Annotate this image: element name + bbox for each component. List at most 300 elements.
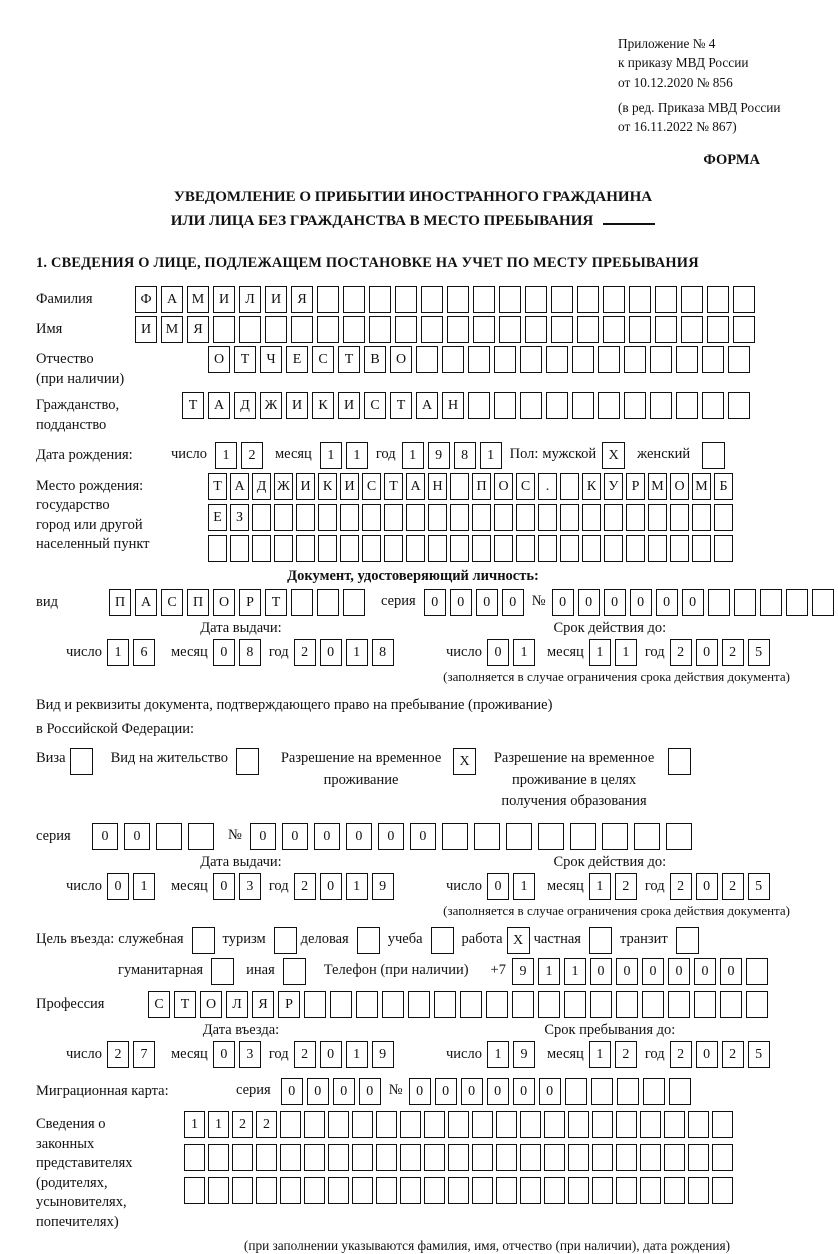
char-cell[interactable]	[274, 504, 293, 531]
char-cell[interactable]: 9	[428, 442, 450, 469]
char-cell[interactable]: 0	[424, 589, 446, 616]
char-cell[interactable]	[239, 316, 261, 343]
char-cell[interactable]	[474, 823, 500, 850]
char-cell[interactable]: 9	[372, 873, 394, 900]
char-cell[interactable]	[688, 1111, 709, 1138]
char-cell[interactable]: 0	[630, 589, 652, 616]
char-cell[interactable]: 2	[670, 639, 692, 666]
char-cell[interactable]	[213, 316, 235, 343]
purpose-humanitarian-checkbox[interactable]	[211, 958, 234, 985]
char-cell[interactable]	[448, 1111, 469, 1138]
char-cell[interactable]	[664, 1177, 685, 1204]
char-cell[interactable]: О	[213, 589, 235, 616]
purpose-study-checkbox[interactable]	[431, 927, 454, 954]
char-cell[interactable]	[369, 316, 391, 343]
char-cell[interactable]	[734, 589, 756, 616]
char-cell[interactable]: М	[161, 316, 183, 343]
char-cell[interactable]	[230, 535, 249, 562]
char-cell[interactable]	[712, 1111, 733, 1138]
char-cell[interactable]: 2	[670, 873, 692, 900]
char-cell[interactable]	[472, 535, 491, 562]
char-cell[interactable]	[450, 535, 469, 562]
char-cell[interactable]: 0	[604, 589, 626, 616]
char-cell[interactable]	[643, 1078, 665, 1105]
char-cell[interactable]: 0	[359, 1078, 381, 1105]
char-cell[interactable]: 0	[590, 958, 612, 985]
char-cell[interactable]	[568, 1111, 589, 1138]
char-cell[interactable]: 0	[435, 1078, 457, 1105]
char-cell[interactable]	[291, 589, 313, 616]
char-cell[interactable]	[714, 504, 733, 531]
char-cell[interactable]	[447, 286, 469, 313]
char-cell[interactable]	[184, 1177, 205, 1204]
char-cell[interactable]: 1	[487, 1041, 509, 1068]
char-cell[interactable]	[296, 535, 315, 562]
char-cell[interactable]	[568, 1144, 589, 1171]
char-cell[interactable]	[472, 504, 491, 531]
char-cell[interactable]	[184, 1144, 205, 1171]
char-cell[interactable]: 0	[552, 589, 574, 616]
char-cell[interactable]: К	[312, 392, 334, 419]
char-cell[interactable]	[343, 316, 365, 343]
char-cell[interactable]: 0	[409, 1078, 431, 1105]
char-cell[interactable]	[546, 392, 568, 419]
char-cell[interactable]: А	[135, 589, 157, 616]
char-cell[interactable]: 1	[589, 873, 611, 900]
char-cell[interactable]	[676, 346, 698, 373]
char-cell[interactable]: 0	[314, 823, 340, 850]
purpose-tourism-checkbox[interactable]	[274, 927, 297, 954]
char-cell[interactable]: 0	[513, 1078, 535, 1105]
char-cell[interactable]	[356, 991, 378, 1018]
char-cell[interactable]	[604, 535, 623, 562]
char-cell[interactable]: С	[516, 473, 535, 500]
char-cell[interactable]	[520, 1111, 541, 1138]
char-cell[interactable]: Н	[442, 392, 464, 419]
char-cell[interactable]: И	[338, 392, 360, 419]
char-cell[interactable]	[512, 991, 534, 1018]
char-cell[interactable]: 0	[668, 958, 690, 985]
char-cell[interactable]	[551, 286, 573, 313]
char-cell[interactable]: 0	[656, 589, 678, 616]
char-cell[interactable]: М	[692, 473, 711, 500]
char-cell[interactable]: 9	[512, 958, 534, 985]
char-cell[interactable]	[472, 1111, 493, 1138]
char-cell[interactable]	[384, 535, 403, 562]
char-cell[interactable]	[688, 1144, 709, 1171]
char-cell[interactable]	[572, 392, 594, 419]
char-cell[interactable]	[447, 316, 469, 343]
char-cell[interactable]: 5	[748, 873, 770, 900]
char-cell[interactable]: Б	[714, 473, 733, 500]
char-cell[interactable]: П	[187, 589, 209, 616]
char-cell[interactable]	[376, 1177, 397, 1204]
char-cell[interactable]: 2	[241, 442, 263, 469]
char-cell[interactable]: Т	[390, 392, 412, 419]
char-cell[interactable]	[468, 346, 490, 373]
char-cell[interactable]	[598, 392, 620, 419]
char-cell[interactable]	[384, 504, 403, 531]
char-cell[interactable]	[472, 1177, 493, 1204]
char-cell[interactable]	[560, 504, 579, 531]
char-cell[interactable]	[648, 535, 667, 562]
char-cell[interactable]	[812, 589, 834, 616]
char-cell[interactable]: 0	[346, 823, 372, 850]
char-cell[interactable]	[382, 991, 404, 1018]
char-cell[interactable]	[460, 991, 482, 1018]
char-cell[interactable]: 8	[454, 442, 476, 469]
char-cell[interactable]	[520, 1144, 541, 1171]
char-cell[interactable]: 0	[696, 1041, 718, 1068]
char-cell[interactable]: 0	[320, 1041, 342, 1068]
char-cell[interactable]	[598, 346, 620, 373]
char-cell[interactable]: 1	[402, 442, 424, 469]
char-cell[interactable]	[400, 1144, 421, 1171]
char-cell[interactable]	[395, 316, 417, 343]
char-cell[interactable]	[232, 1144, 253, 1171]
char-cell[interactable]	[572, 346, 594, 373]
char-cell[interactable]: Д	[234, 392, 256, 419]
char-cell[interactable]: 0	[720, 958, 742, 985]
char-cell[interactable]	[546, 346, 568, 373]
char-cell[interactable]: 0	[213, 639, 235, 666]
char-cell[interactable]	[304, 991, 326, 1018]
char-cell[interactable]	[494, 392, 516, 419]
char-cell[interactable]	[681, 316, 703, 343]
char-cell[interactable]	[421, 316, 443, 343]
char-cell[interactable]: 0	[502, 589, 524, 616]
char-cell[interactable]	[664, 1111, 685, 1138]
char-cell[interactable]	[400, 1177, 421, 1204]
char-cell[interactable]: Т	[174, 991, 196, 1018]
char-cell[interactable]	[617, 1078, 639, 1105]
char-cell[interactable]	[516, 504, 535, 531]
char-cell[interactable]: И	[265, 286, 287, 313]
char-cell[interactable]	[369, 286, 391, 313]
char-cell[interactable]	[560, 473, 579, 500]
char-cell[interactable]: 0	[487, 873, 509, 900]
char-cell[interactable]: 1	[513, 873, 535, 900]
char-cell[interactable]	[702, 346, 724, 373]
char-cell[interactable]: Ж	[274, 473, 293, 500]
char-cell[interactable]	[421, 286, 443, 313]
char-cell[interactable]	[592, 1144, 613, 1171]
char-cell[interactable]: В	[364, 346, 386, 373]
char-cell[interactable]: 9	[513, 1041, 535, 1068]
char-cell[interactable]	[473, 286, 495, 313]
char-cell[interactable]: 2	[294, 873, 316, 900]
char-cell[interactable]	[428, 504, 447, 531]
char-cell[interactable]: 0	[642, 958, 664, 985]
char-cell[interactable]	[304, 1144, 325, 1171]
char-cell[interactable]: Л	[239, 286, 261, 313]
char-cell[interactable]	[650, 392, 672, 419]
char-cell[interactable]	[442, 823, 468, 850]
char-cell[interactable]	[256, 1144, 277, 1171]
char-cell[interactable]	[448, 1144, 469, 1171]
purpose-private-checkbox[interactable]	[589, 927, 612, 954]
char-cell[interactable]	[676, 392, 698, 419]
char-cell[interactable]: Т	[384, 473, 403, 500]
char-cell[interactable]	[728, 392, 750, 419]
char-cell[interactable]: Т	[338, 346, 360, 373]
char-cell[interactable]	[616, 1144, 637, 1171]
char-cell[interactable]: 0	[410, 823, 436, 850]
char-cell[interactable]: Е	[286, 346, 308, 373]
char-cell[interactable]	[499, 316, 521, 343]
char-cell[interactable]	[603, 316, 625, 343]
char-cell[interactable]: 0	[124, 823, 150, 850]
char-cell[interactable]: 0	[307, 1078, 329, 1105]
char-cell[interactable]: 0	[320, 873, 342, 900]
char-cell[interactable]: П	[109, 589, 131, 616]
char-cell[interactable]	[424, 1177, 445, 1204]
char-cell[interactable]: О	[200, 991, 222, 1018]
char-cell[interactable]	[714, 535, 733, 562]
char-cell[interactable]	[352, 1144, 373, 1171]
char-cell[interactable]	[746, 991, 768, 1018]
char-cell[interactable]: 1	[346, 873, 368, 900]
char-cell[interactable]: П	[472, 473, 491, 500]
char-cell[interactable]: 5	[748, 1041, 770, 1068]
char-cell[interactable]	[666, 823, 692, 850]
char-cell[interactable]: У	[604, 473, 623, 500]
char-cell[interactable]	[624, 346, 646, 373]
char-cell[interactable]	[408, 991, 430, 1018]
char-cell[interactable]	[655, 316, 677, 343]
char-cell[interactable]	[362, 535, 381, 562]
char-cell[interactable]	[538, 504, 557, 531]
char-cell[interactable]	[538, 535, 557, 562]
char-cell[interactable]: 1	[538, 958, 560, 985]
char-cell[interactable]: А	[406, 473, 425, 500]
char-cell[interactable]	[582, 535, 601, 562]
char-cell[interactable]	[274, 535, 293, 562]
char-cell[interactable]	[670, 535, 689, 562]
char-cell[interactable]: Р	[239, 589, 261, 616]
char-cell[interactable]	[395, 286, 417, 313]
char-cell[interactable]	[650, 346, 672, 373]
char-cell[interactable]: С	[148, 991, 170, 1018]
char-cell[interactable]: 1	[107, 639, 129, 666]
char-cell[interactable]	[568, 1177, 589, 1204]
char-cell[interactable]: 0	[461, 1078, 483, 1105]
char-cell[interactable]: 0	[476, 589, 498, 616]
char-cell[interactable]	[626, 535, 645, 562]
purpose-other-checkbox[interactable]	[283, 958, 306, 985]
char-cell[interactable]	[592, 1177, 613, 1204]
char-cell[interactable]: К	[582, 473, 601, 500]
char-cell[interactable]: 1	[480, 442, 502, 469]
char-cell[interactable]	[496, 1144, 517, 1171]
char-cell[interactable]: Я	[291, 286, 313, 313]
char-cell[interactable]	[577, 286, 599, 313]
char-cell[interactable]	[590, 991, 612, 1018]
char-cell[interactable]: А	[416, 392, 438, 419]
option-temp-residence-education-checkbox[interactable]	[668, 748, 691, 775]
sex-female-checkbox[interactable]	[702, 442, 725, 469]
char-cell[interactable]	[712, 1177, 733, 1204]
char-cell[interactable]: И	[286, 392, 308, 419]
char-cell[interactable]	[707, 316, 729, 343]
char-cell[interactable]	[669, 1078, 691, 1105]
char-cell[interactable]	[318, 504, 337, 531]
char-cell[interactable]	[343, 589, 365, 616]
char-cell[interactable]: О	[390, 346, 412, 373]
char-cell[interactable]: 2	[232, 1111, 253, 1138]
char-cell[interactable]: И	[340, 473, 359, 500]
char-cell[interactable]	[733, 286, 755, 313]
char-cell[interactable]: Т	[208, 473, 227, 500]
char-cell[interactable]: 0	[450, 589, 472, 616]
char-cell[interactable]	[252, 504, 271, 531]
char-cell[interactable]	[208, 1177, 229, 1204]
char-cell[interactable]	[616, 991, 638, 1018]
char-cell[interactable]	[525, 286, 547, 313]
char-cell[interactable]: Ч	[260, 346, 282, 373]
char-cell[interactable]	[280, 1144, 301, 1171]
char-cell[interactable]: А	[208, 392, 230, 419]
purpose-work-checkbox[interactable]: X	[507, 927, 530, 954]
char-cell[interactable]: 1	[615, 639, 637, 666]
char-cell[interactable]: Е	[208, 504, 227, 531]
char-cell[interactable]	[688, 1177, 709, 1204]
char-cell[interactable]	[494, 504, 513, 531]
char-cell[interactable]: Я	[252, 991, 274, 1018]
char-cell[interactable]: 2	[670, 1041, 692, 1068]
char-cell[interactable]	[520, 346, 542, 373]
char-cell[interactable]	[472, 1144, 493, 1171]
char-cell[interactable]	[560, 535, 579, 562]
char-cell[interactable]: 8	[372, 639, 394, 666]
char-cell[interactable]	[760, 589, 782, 616]
char-cell[interactable]	[280, 1111, 301, 1138]
char-cell[interactable]	[352, 1111, 373, 1138]
char-cell[interactable]	[318, 535, 337, 562]
char-cell[interactable]	[694, 991, 716, 1018]
char-cell[interactable]	[670, 504, 689, 531]
char-cell[interactable]: 1	[184, 1111, 205, 1138]
char-cell[interactable]: И	[213, 286, 235, 313]
char-cell[interactable]	[291, 316, 313, 343]
char-cell[interactable]: 0	[696, 639, 718, 666]
char-cell[interactable]	[340, 504, 359, 531]
char-cell[interactable]	[712, 1144, 733, 1171]
char-cell[interactable]: 5	[748, 639, 770, 666]
char-cell[interactable]	[416, 346, 438, 373]
char-cell[interactable]	[304, 1177, 325, 1204]
char-cell[interactable]: Н	[428, 473, 447, 500]
char-cell[interactable]: О	[494, 473, 513, 500]
char-cell[interactable]	[602, 823, 628, 850]
char-cell[interactable]	[544, 1177, 565, 1204]
char-cell[interactable]: М	[648, 473, 667, 500]
char-cell[interactable]	[400, 1111, 421, 1138]
char-cell[interactable]	[616, 1177, 637, 1204]
char-cell[interactable]	[473, 316, 495, 343]
char-cell[interactable]	[496, 1177, 517, 1204]
char-cell[interactable]	[565, 1078, 587, 1105]
char-cell[interactable]	[624, 392, 646, 419]
char-cell[interactable]	[786, 589, 808, 616]
char-cell[interactable]: 1	[208, 1111, 229, 1138]
char-cell[interactable]	[343, 286, 365, 313]
char-cell[interactable]: О	[208, 346, 230, 373]
char-cell[interactable]	[692, 504, 711, 531]
char-cell[interactable]: 0	[487, 639, 509, 666]
char-cell[interactable]	[746, 958, 768, 985]
char-cell[interactable]: 2	[615, 873, 637, 900]
char-cell[interactable]: 0	[282, 823, 308, 850]
char-cell[interactable]: М	[187, 286, 209, 313]
char-cell[interactable]: 0	[487, 1078, 509, 1105]
char-cell[interactable]	[265, 316, 287, 343]
char-cell[interactable]	[525, 316, 547, 343]
char-cell[interactable]: К	[318, 473, 337, 500]
char-cell[interactable]	[538, 991, 560, 1018]
char-cell[interactable]	[707, 286, 729, 313]
char-cell[interactable]	[648, 504, 667, 531]
char-cell[interactable]	[424, 1111, 445, 1138]
char-cell[interactable]	[494, 535, 513, 562]
char-cell[interactable]	[592, 1111, 613, 1138]
char-cell[interactable]	[328, 1111, 349, 1138]
char-cell[interactable]	[664, 1144, 685, 1171]
char-cell[interactable]	[681, 286, 703, 313]
char-cell[interactable]: С	[312, 346, 334, 373]
char-cell[interactable]: Ж	[260, 392, 282, 419]
char-cell[interactable]	[486, 991, 508, 1018]
char-cell[interactable]: О	[670, 473, 689, 500]
option-visa-checkbox[interactable]	[70, 748, 93, 775]
char-cell[interactable]: 0	[539, 1078, 561, 1105]
option-temp-residence-checkbox[interactable]: X	[453, 748, 476, 775]
char-cell[interactable]: 0	[92, 823, 118, 850]
char-cell[interactable]	[570, 823, 596, 850]
char-cell[interactable]: Л	[226, 991, 248, 1018]
char-cell[interactable]	[591, 1078, 613, 1105]
char-cell[interactable]: И	[135, 316, 157, 343]
char-cell[interactable]: З	[230, 504, 249, 531]
char-cell[interactable]	[340, 535, 359, 562]
char-cell[interactable]: 2	[722, 873, 744, 900]
char-cell[interactable]: 1	[346, 442, 368, 469]
char-cell[interactable]: Я	[187, 316, 209, 343]
char-cell[interactable]: Ф	[135, 286, 157, 313]
char-cell[interactable]	[328, 1177, 349, 1204]
char-cell[interactable]	[352, 1177, 373, 1204]
purpose-official-checkbox[interactable]	[192, 927, 215, 954]
char-cell[interactable]: 7	[133, 1041, 155, 1068]
char-cell[interactable]	[468, 392, 490, 419]
char-cell[interactable]	[442, 346, 464, 373]
char-cell[interactable]: 0	[320, 639, 342, 666]
char-cell[interactable]: С	[362, 473, 381, 500]
char-cell[interactable]: 0	[682, 589, 704, 616]
char-cell[interactable]: 0	[616, 958, 638, 985]
char-cell[interactable]: А	[161, 286, 183, 313]
char-cell[interactable]	[499, 286, 521, 313]
purpose-transit-checkbox[interactable]	[676, 927, 699, 954]
char-cell[interactable]: 2	[615, 1041, 637, 1068]
char-cell[interactable]: 1	[133, 873, 155, 900]
char-cell[interactable]: И	[296, 473, 315, 500]
char-cell[interactable]: 2	[722, 1041, 744, 1068]
char-cell[interactable]: Т	[182, 392, 204, 419]
char-cell[interactable]	[252, 535, 271, 562]
char-cell[interactable]	[406, 504, 425, 531]
char-cell[interactable]: 1	[215, 442, 237, 469]
